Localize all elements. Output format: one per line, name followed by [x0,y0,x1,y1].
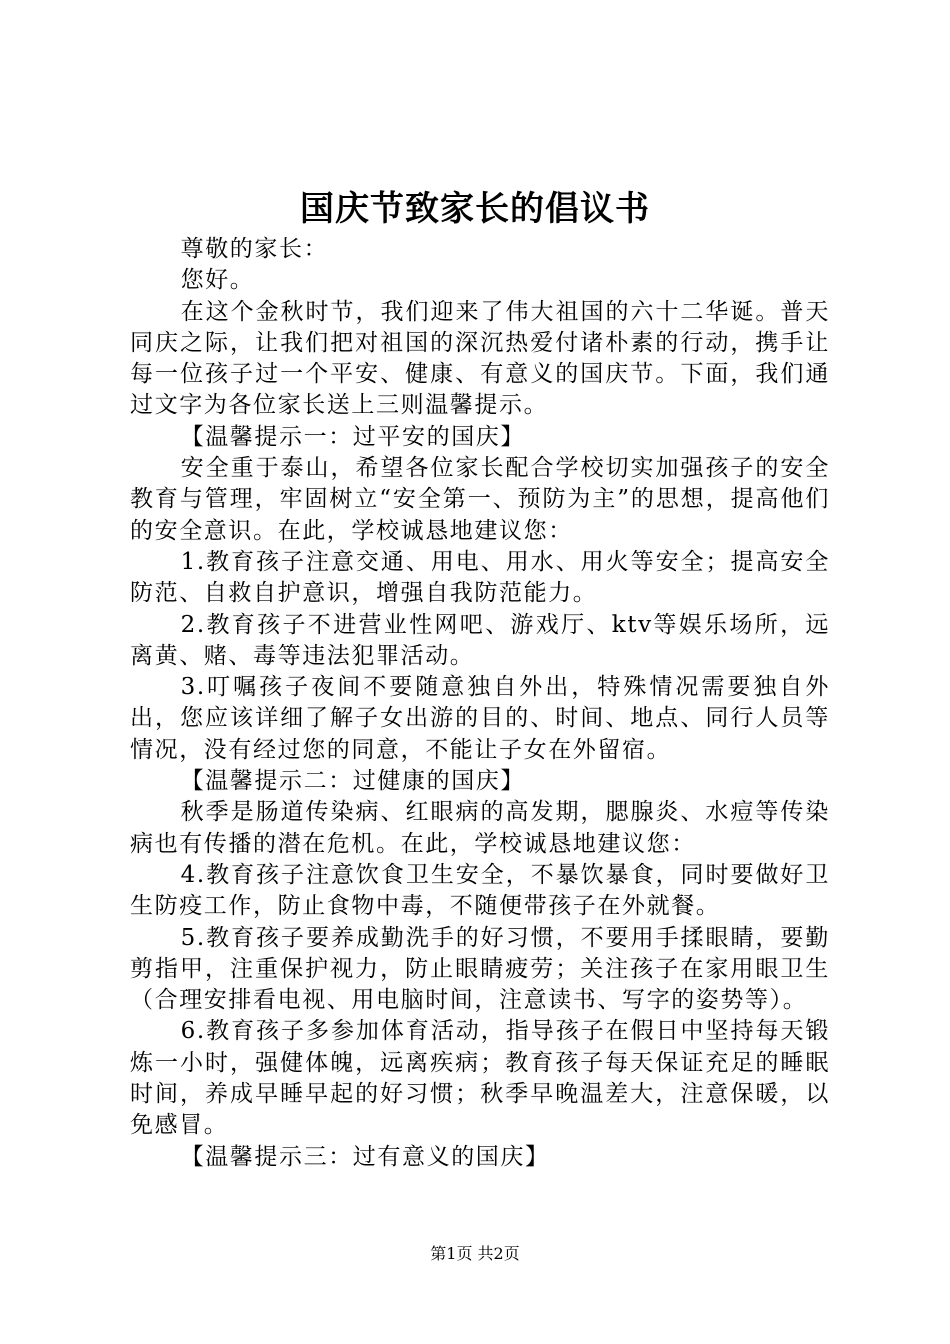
salutation: 尊敬的家长： [180,236,329,262]
tip-heading-3: 【温馨提示三：过有意义的国庆】 [180,1143,550,1170]
list-item-6: 6.教育孩子多参加体育活动，指导孩子在假日中坚持每天锻炼一小时，强健体魄，远离疾病；教育孩子每天保证充足的睡眠时间，养成早睡早起的好习惯；秋季早晚温差大，注意保暖，以免感冒。 [130,1018,830,1139]
paragraph-health: 秋季是肠道传染病、红眼病的高发期，腮腺炎、水痘等传染病也有传播的潜在危机。在此，学校诚恳地建议您： [130,799,830,857]
page-indicator: 第1页 共2页 [430,1244,520,1263]
greeting: 您好。 [180,267,255,294]
list-item-1: 1.教育孩子注意交通、用电、用水、用火等安全；提高安全防范、自救自护意识，增强自我防范能力。 [130,548,830,607]
paragraph-intro: 在这个金秋时节，我们迎来了伟大祖国的六十二华诞。普天同庆之际，让我们把对祖国的深沉热爱付诸朴素的行动，携手让每一位孩子过一个平安、健康、有意义的国庆节。下面，我们通过文字为各位家长送上三则温馨提示。 [130,298,830,419]
list-item-3: 3.叮嘱孩子夜间不要随意独自外出，特殊情况需要独自外出，您应该详细了解子女出游的目的、时间、地点、同行人员等情况，没有经过您的同意，不能让子女在外留宿。 [130,674,830,763]
list-item-2: 2.教育孩子不进营业性网吧、游戏厅、ktv等娱乐场所，远离黄、赌、毒等违法犯罪活动。 [130,611,830,669]
paragraph-safety: 安全重于泰山，希望各位家长配合学校切实加强孩子的安全教育与管理，牢固树立“安全第一、预防为主”的思想，提高他们的安全意识。在此，学校诚恳地建议您： [130,455,830,544]
document-body [130,234,830,1173]
list-item-5: 5.教育孩子要养成勤洗手的好习惯，不要用手揉眼睛，要勤剪指甲，注重保护视力，防止眼睛疲劳；关注孩子在家用眼卫生（合理安排看电视、用电脑时间，注意读书、写字的姿势等）。 [130,924,830,1014]
tip-heading-2: 【温馨提示二：过健康的国庆】 [180,768,525,795]
tip-heading-1: 【温馨提示一：过平安的国庆】 [180,423,525,450]
list-item-4: 4.教育孩子注意饮食卫生安全，不暴饮暴食，同时要做好卫生防疫工作，防止食物中毒，不随便带孩子在外就餐。 [130,861,830,920]
document-title: 国庆节致家长的倡议书 [300,189,650,229]
